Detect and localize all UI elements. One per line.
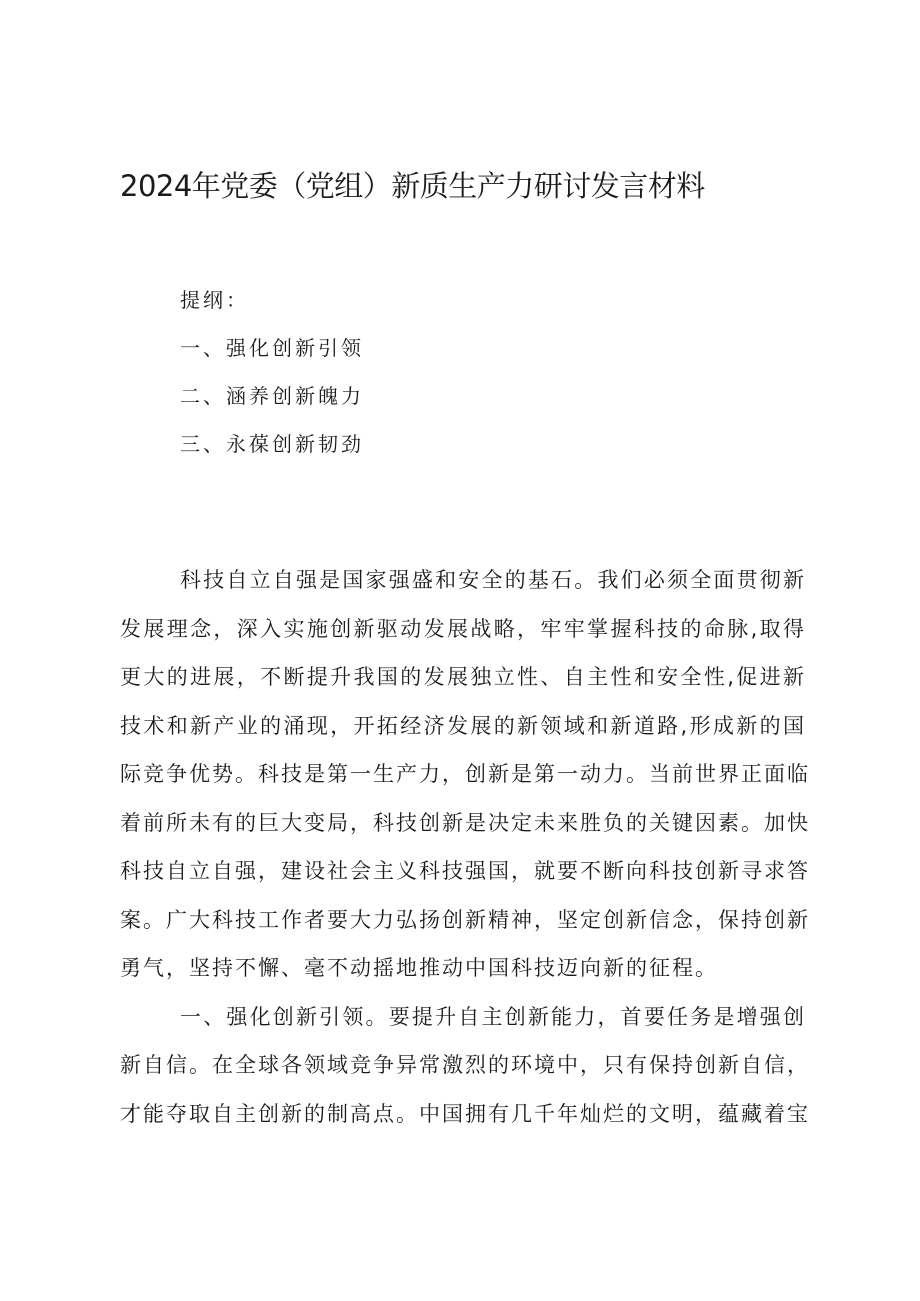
paragraph-line: 科技自立自强是国家强盛和安全的基石。我们必须全面贯彻新 [180,568,806,592]
document-title: 2024年党委（党组）新质生产力研讨发言材料 [120,169,705,203]
paragraph-line: 新自信。在全球各领域竞争异常激烈的环境中，只有保持创新自信， [120,1053,810,1077]
paragraph-line: 科技自立自强，建设社会主义科技强国，就要不断向科技创新寻求答 [120,859,810,883]
paragraph-line: 一、强化创新引领。要提升自主创新能力，首要任务是增强创 [180,1004,806,1029]
outline-item: 二、涵养创新魄力 [180,384,364,408]
paragraph-line: 才能夺取自主创新的制高点。中国拥有几千年灿烂的文明，蕴藏着宝 [120,1101,810,1126]
paragraph-line: 案。广大科技工作者要大力弘扬创新精神，坚定创新信念，保持创新 [120,907,810,932]
paragraph-line: 更大的进展，不断提升我国的发展独立性、自主性和安全性,促进新 [120,665,806,689]
paragraph-line: 技术和新产业的涌现，开拓经济发展的新领域和新道路,形成新的国 [120,713,806,738]
outline-section [180,276,364,468]
outline-item: 一、强化创新引领 [180,336,364,360]
paragraph-line: 勇气，坚持不懈、毫不动摇地推动中国科技迈向新的征程。 [120,956,718,980]
outline-item: 三、永葆创新韧劲 [180,432,364,456]
paragraph-line: 着前所未有的巨大变局，科技创新是决定未来胜负的关键因素。加快 [120,810,810,835]
paragraph-line: 发展理念，深入实施创新驱动发展战略，牢牢掌握科技的命脉,取得 [120,616,806,641]
outline-heading: 提纲： [180,288,249,312]
body-text [120,556,810,1138]
paragraph-line: 际竞争优势。科技是第一生产力，创新是第一动力。当前世界正面临 [120,762,810,786]
